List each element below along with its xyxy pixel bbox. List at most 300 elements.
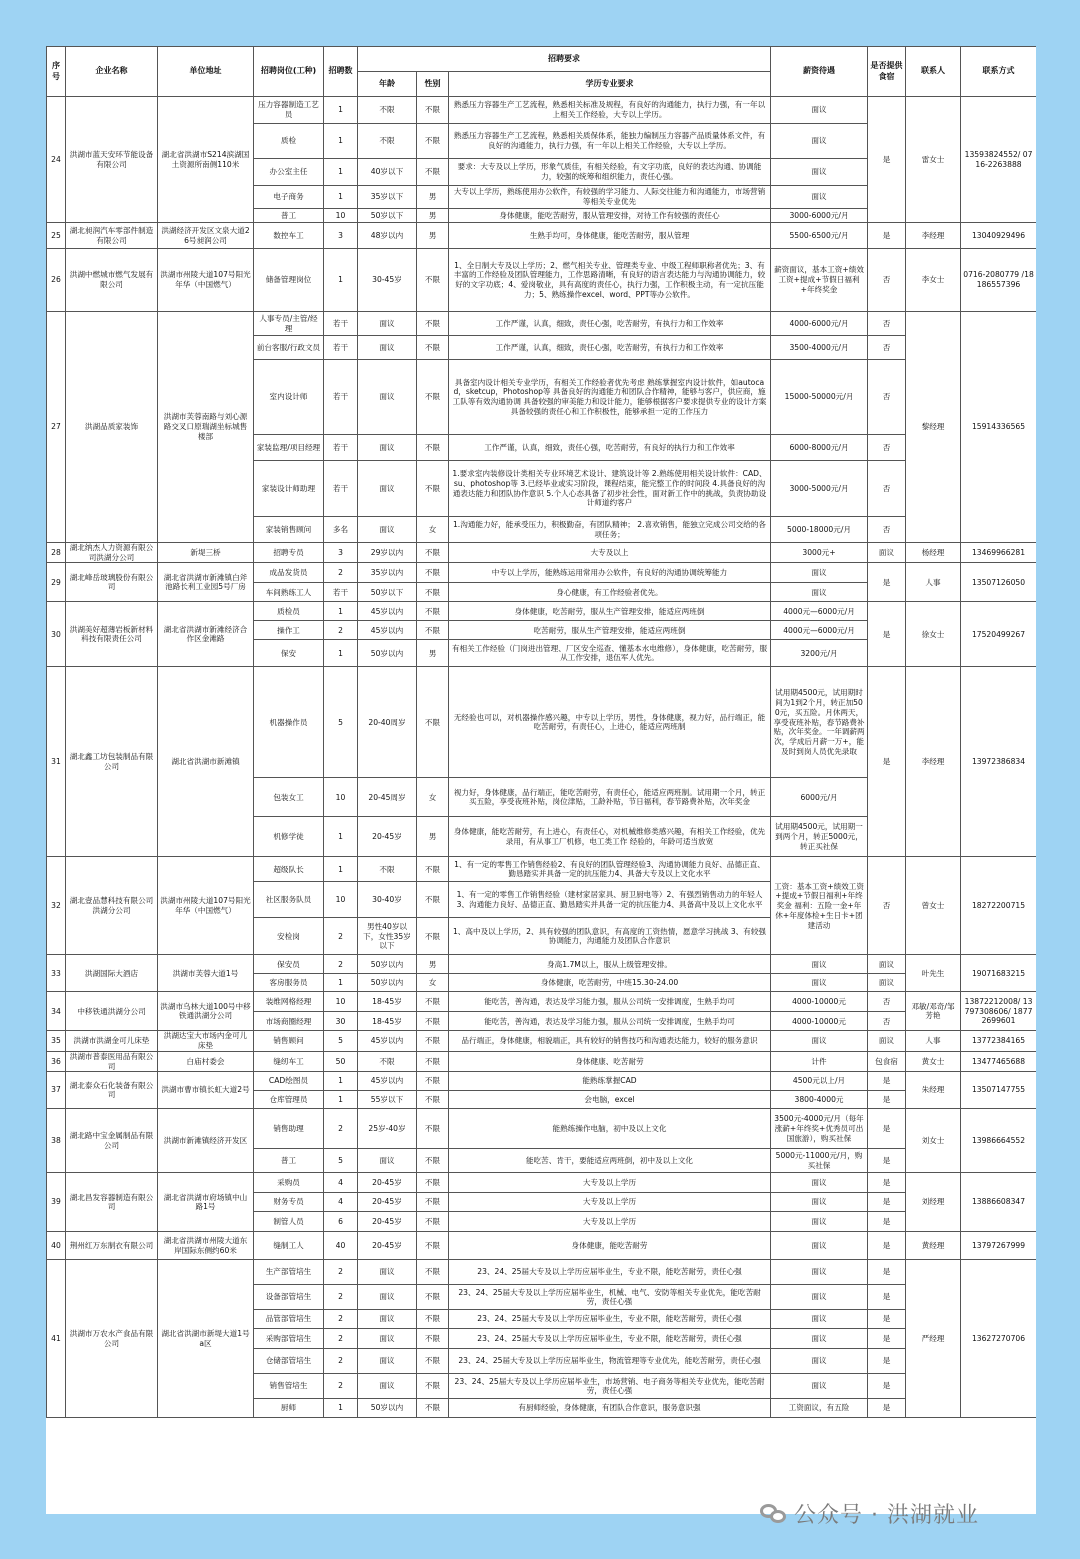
job-title: 采购部管培生 <box>254 1329 324 1349</box>
contact-phone: 19071683215 <box>961 955 1036 992</box>
job-requirements: 有厨师经验，身体健康，有团队合作意识，服务意识强 <box>449 1399 771 1418</box>
job-requirements: 身体健康，能吃苦耐劳，有上进心，有责任心，对机械维修类感兴趣，有相关工作经验，优先录用，有从事工厂机修，电工类工作 经验的，年龄可适当放宽 <box>449 817 771 857</box>
job-gender: 不限 <box>417 360 449 435</box>
job-gender: 女 <box>417 778 449 817</box>
job-salary: 面议 <box>771 1173 868 1193</box>
board-lodging: 否 <box>868 1012 906 1031</box>
job-age: 50岁以内 <box>358 1399 417 1418</box>
board-lodging: 包食宿 <box>868 1051 906 1071</box>
job-salary: 计件 <box>771 1051 868 1071</box>
watermark-text: 公众号 · 洪湖就业 <box>794 1502 979 1528</box>
job-title: 普工 <box>254 209 324 223</box>
contact-person: 人事 <box>906 1031 961 1051</box>
job-requirements: 具备室内设计相关专业学历，有相关工作经验者优先考虑 熟练掌握室内设计软件，如autocad，sketcup，Photoshop等 具备良好的沟通能力和团队合作精神，能够与客户，供应商，施工队等有效沟通协调 具备较强的审美能力和设计能力，能够根据客户要求提供专业的设计方案 具备较强的责任心和工作积极性，能够承担一定的工作压力 <box>449 360 771 435</box>
job-age: 面议 <box>358 1349 417 1374</box>
job-count: 若干 <box>324 336 358 360</box>
row-number: 32 <box>47 857 66 955</box>
job-count: 4 <box>324 1193 358 1212</box>
company-name: 湖北纳杰人力资源有限公司洪湖分公司 <box>66 543 158 563</box>
job-salary: 试用期4500元，试用期一到两个月，转正5000元，转正买社保 <box>771 817 868 857</box>
job-age: 男性40岁以下，女性35岁以下 <box>358 918 417 955</box>
company-address: 湖北省洪湖市新滩镇 <box>158 667 254 857</box>
job-salary: 面议 <box>771 583 868 602</box>
job-salary: 3000-6000元/月 <box>771 209 868 223</box>
job-salary: 15000-50000元/月 <box>771 360 868 435</box>
board-lodging: 否 <box>868 435 906 461</box>
contact-person: 徐女士 <box>906 602 961 667</box>
job-count: 1 <box>324 159 358 186</box>
contact-person: 叶先生 <box>906 955 961 992</box>
job-age: 不限 <box>358 97 417 124</box>
job-count: 5 <box>324 1149 358 1173</box>
job-title: 机器操作员 <box>254 667 324 778</box>
job-count: 3 <box>324 543 358 563</box>
job-count: 10 <box>324 992 358 1012</box>
job-salary: 面议 <box>771 974 868 992</box>
contact-phone: 0716-2080779 /18186557396 <box>961 249 1036 312</box>
job-title: 销售顾问 <box>254 1031 324 1051</box>
job-requirements: 生熟手均可，身体健康，能吃苦耐劳，服从管理 <box>449 223 771 249</box>
job-gender: 不限 <box>417 1012 449 1031</box>
contact-person: 李经理 <box>906 223 961 249</box>
job-gender: 不限 <box>417 249 449 312</box>
job-count: 1 <box>324 640 358 667</box>
job-title: 生产部管培生 <box>254 1260 324 1285</box>
board-lodging: 是 <box>868 1232 906 1260</box>
job-count: 2 <box>324 1349 358 1374</box>
job-requirements: 23、24、25届大专及以上学历应届毕业生，市场营销、电子商务等相关专业优先，能吃苦耐劳，责任心强 <box>449 1374 771 1399</box>
job-gender: 不限 <box>417 336 449 360</box>
job-salary: 3500-4000元/月 <box>771 336 868 360</box>
job-salary: 面议 <box>771 1285 868 1310</box>
job-age: 30-40岁 <box>358 882 417 918</box>
job-title: 客房服务员 <box>254 974 324 992</box>
contact-phone: 13469966281 <box>961 543 1036 563</box>
board-lodging: 否 <box>868 360 906 435</box>
company-address: 湖北省洪湖市新堤大道1号a区 <box>158 1260 254 1418</box>
job-age: 48岁以内 <box>358 223 417 249</box>
job-age: 50岁以下 <box>358 209 417 223</box>
job-salary: 6000元/月 <box>771 778 868 817</box>
job-requirements: 能吃苦、肯干，要能适应两班倒，初中及以上文化 <box>449 1149 771 1173</box>
board-lodging: 是 <box>868 1399 906 1418</box>
job-gender: 女 <box>417 974 449 992</box>
job-age: 45岁以内 <box>358 621 417 640</box>
company-name: 荆州红万东制衣有限公司 <box>66 1232 158 1260</box>
job-title: 普工 <box>254 1149 324 1173</box>
job-salary: 面议 <box>771 97 868 124</box>
job-age: 面议 <box>358 517 417 543</box>
job-requirements: 工作严谨，认真，细致，责任心强，吃苦耐劳，有执行力和工作效率 <box>449 336 771 360</box>
job-requirements: 吃苦耐劳，服从生产管理安排，能适应两班倒 <box>449 621 771 640</box>
contact-phone: 13986664552 <box>961 1109 1036 1173</box>
job-gender: 男 <box>417 186 449 209</box>
job-title: 安检岗 <box>254 918 324 955</box>
job-count: 1 <box>324 124 358 159</box>
board-lodging: 否 <box>868 312 906 336</box>
company-address: 白庙村委会 <box>158 1051 254 1071</box>
job-gender: 不限 <box>417 1232 449 1260</box>
job-salary: 4000-10000元 <box>771 992 868 1012</box>
job-count: 10 <box>324 209 358 223</box>
job-requirements: 熟悉压力容器生产工艺流程，熟悉相关标准及规程，有良好的沟通能力，执行力强，有一年以上相关工作经验，大专以上学历。 <box>449 97 771 124</box>
job-requirements: 身体健康、吃苦耐劳 <box>449 1051 771 1071</box>
company-name: 洪湖中燃城市燃气发展有限公司 <box>66 249 158 312</box>
header-requirements: 招聘要求 <box>358 47 771 72</box>
job-gender: 不限 <box>417 1072 449 1091</box>
board-lodging: 否 <box>868 249 906 312</box>
job-gender: 不限 <box>417 992 449 1012</box>
job-title: 室内设计师 <box>254 360 324 435</box>
header-edu: 学历专业要求 <box>449 72 771 97</box>
job-age: 20-45岁 <box>358 1173 417 1193</box>
company-name: 湖北泰众石化装备有限公司 <box>66 1072 158 1109</box>
recruitment-sheet <box>46 46 1036 1514</box>
job-age: 50岁以下 <box>358 583 417 602</box>
job-count: 5 <box>324 1031 358 1051</box>
table-row <box>47 312 1037 336</box>
job-age: 面议 <box>358 1310 417 1329</box>
job-count: 2 <box>324 955 358 974</box>
job-salary: 4500元以上/月 <box>771 1072 868 1091</box>
header-phone: 联系方式 <box>961 47 1036 97</box>
job-title: 保安员 <box>254 955 324 974</box>
job-gender: 不限 <box>417 543 449 563</box>
header-position: 招聘岗位(工种) <box>254 47 324 97</box>
contact-phone: 13886608347 <box>961 1173 1036 1232</box>
job-count: 1 <box>324 1399 358 1418</box>
job-age: 面议 <box>358 312 417 336</box>
table-row <box>47 1072 1037 1091</box>
company-address: 湖北省洪湖市府场镇中山路1号 <box>158 1173 254 1232</box>
job-title: 超级队长 <box>254 857 324 882</box>
job-count: 4 <box>324 1173 358 1193</box>
table-row <box>47 1109 1037 1149</box>
job-title: 质检 <box>254 124 324 159</box>
table-row <box>47 1051 1037 1071</box>
job-count: 2 <box>324 1285 358 1310</box>
job-gender: 不限 <box>417 312 449 336</box>
job-requirements: 工作严谨，认真，细致，责任心强，吃苦耐劳，有执行力和工作效率 <box>449 312 771 336</box>
board-lodging: 否 <box>868 992 906 1012</box>
job-salary: 工资：基本工资+绩效工资+提成+节假日福利+年终奖金 福利：五险一金+年休+年度体检+生日卡+团建活动 <box>771 857 868 955</box>
table-row <box>47 97 1037 124</box>
job-requirements: 有相关工作经验（门岗进出管理、厂区安全巡查、懂基本水电维修），身体健康，吃苦耐劳，服从工作安排，退伍军人优先。 <box>449 640 771 667</box>
job-count: 若干 <box>324 435 358 461</box>
job-salary: 4000元—6000元/月 <box>771 621 868 640</box>
job-count: 1 <box>324 97 358 124</box>
company-name: 洪湖市万农水产食品有限公司 <box>66 1260 158 1418</box>
table-row <box>47 955 1037 974</box>
job-gender: 不限 <box>417 602 449 621</box>
job-gender: 不限 <box>417 1374 449 1399</box>
job-salary: 面议 <box>771 1031 868 1051</box>
job-count: 6 <box>324 1212 358 1232</box>
header-age: 年龄 <box>358 72 417 97</box>
job-requirements: 要求：大专及以上学历，形象气质佳，有相关经验，有文字功底，良好的表达沟通、协调能力，较强的统筹和组织能力，责任心强。 <box>449 159 771 186</box>
contact-phone: 13772384165 <box>961 1031 1036 1051</box>
job-title: 采购员 <box>254 1173 324 1193</box>
board-lodging: 是 <box>868 1109 906 1149</box>
job-gender: 不限 <box>417 882 449 918</box>
job-age: 面议 <box>358 1285 417 1310</box>
company-address: 洪湖市乌林大道100号中移铁通洪湖分公司 <box>158 992 254 1031</box>
job-requirements: 23、24、25届大专及以上学历应届毕业生，专业不限，能吃苦耐劳，责任心强 <box>449 1260 771 1285</box>
job-age: 45岁以内 <box>358 602 417 621</box>
job-salary: 面议 <box>771 1349 868 1374</box>
job-age: 35岁以内 <box>358 563 417 583</box>
contact-phone: 18272200715 <box>961 857 1036 955</box>
job-gender: 不限 <box>417 97 449 124</box>
job-age: 55岁以下 <box>358 1091 417 1109</box>
table-row <box>47 667 1037 778</box>
row-number: 35 <box>47 1031 66 1051</box>
job-count: 2 <box>324 918 358 955</box>
job-salary: 面议 <box>771 1374 868 1399</box>
watermark <box>760 1498 979 1528</box>
job-gender: 男 <box>417 209 449 223</box>
job-age: 35岁以下 <box>358 186 417 209</box>
job-age: 18-45岁 <box>358 1012 417 1031</box>
header-company: 企业名称 <box>66 47 158 97</box>
job-title: 缝制工人 <box>254 1232 324 1260</box>
job-age: 面议 <box>358 461 417 517</box>
job-gender: 女 <box>417 517 449 543</box>
job-gender: 不限 <box>417 1399 449 1418</box>
job-count: 2 <box>324 1109 358 1149</box>
company-address: 湖北省洪湖市新滩经济合作区金滩路 <box>158 602 254 667</box>
contact-person: 杨经理 <box>906 543 961 563</box>
row-number: 31 <box>47 667 66 857</box>
company-address: 洪湖市曹市镇长虹大道2号 <box>158 1072 254 1109</box>
job-count: 30 <box>324 1012 358 1031</box>
board-lodging: 是 <box>868 1149 906 1173</box>
job-age: 20-40周岁 <box>358 667 417 778</box>
job-requirements: 身高1.7M以上，服从上级管理安排。 <box>449 955 771 974</box>
job-count: 10 <box>324 882 358 918</box>
job-gender: 不限 <box>417 583 449 602</box>
board-lodging: 是 <box>868 1173 906 1193</box>
job-requirements: 大专以上学历，熟练使用办公软件，有较强的学习能力、人际交往能力和沟通能力，市场营销等相关专业优先 <box>449 186 771 209</box>
row-number: 37 <box>47 1072 66 1109</box>
job-gender: 不限 <box>417 435 449 461</box>
company-name: 湖北昌发容器制造有限公司 <box>66 1173 158 1232</box>
job-salary: 4000元—6000元/月 <box>771 602 868 621</box>
job-count: 1 <box>324 249 358 312</box>
company-address: 洪湖达宝大市场内金可儿床垫 <box>158 1031 254 1051</box>
contact-phone: 13627270706 <box>961 1260 1036 1418</box>
job-age: 45岁以内 <box>358 1072 417 1091</box>
job-title: 仓库管理员 <box>254 1091 324 1109</box>
job-gender: 不限 <box>417 1109 449 1149</box>
job-requirements: 品行端正，身体健康，相貌端正，具有较好的销售技巧和沟通表达能力，较好的服务意识 <box>449 1031 771 1051</box>
job-title: 销售管培生 <box>254 1374 324 1399</box>
contact-person: 刘女士 <box>906 1109 961 1173</box>
table-row <box>47 249 1037 312</box>
job-gender: 不限 <box>417 1329 449 1349</box>
job-count: 2 <box>324 563 358 583</box>
job-gender: 不限 <box>417 1149 449 1173</box>
contact-person: 李女士 <box>906 249 961 312</box>
table-row <box>47 1173 1037 1193</box>
job-title: 家装设计师助理 <box>254 461 324 517</box>
job-age: 18-45岁 <box>358 992 417 1012</box>
job-title: 前台客服/行政文员 <box>254 336 324 360</box>
job-requirements: 身体健康，吃苦耐劳，服从生产管理安排，能适应两班倒 <box>449 602 771 621</box>
job-salary: 3000元+ <box>771 543 868 563</box>
job-salary: 3200元/月 <box>771 640 868 667</box>
contact-person: 黎经理 <box>906 312 961 543</box>
header-contact: 联系人 <box>906 47 961 97</box>
job-age: 不限 <box>358 857 417 882</box>
job-title: 车间熟练工人 <box>254 583 324 602</box>
job-count: 2 <box>324 1374 358 1399</box>
company-name: 洪湖国际大酒店 <box>66 955 158 992</box>
job-salary: 面议 <box>771 1212 868 1232</box>
row-number: 29 <box>47 563 66 602</box>
job-count: 50 <box>324 1051 358 1071</box>
job-requirements: 23、24、25届大专及以上学历应届毕业生，专业不限，能吃苦耐劳，责任心强 <box>449 1329 771 1349</box>
job-title: 设备部管培生 <box>254 1285 324 1310</box>
job-requirements: 23、24、25届大专及以上学历应届毕业生，机械、电气、安防等相关专业优先，能吃苦耐劳，责任心强 <box>449 1285 771 1310</box>
job-count: 1 <box>324 602 358 621</box>
board-lodging: 面议 <box>868 974 906 992</box>
job-age: 面议 <box>358 360 417 435</box>
job-age: 30-45岁 <box>358 249 417 312</box>
row-number: 28 <box>47 543 66 563</box>
job-count: 多名 <box>324 517 358 543</box>
job-count: 1 <box>324 186 358 209</box>
contact-person: 黄经理 <box>906 1232 961 1260</box>
job-title: 品管部管培生 <box>254 1310 324 1329</box>
board-lodging: 是 <box>868 1091 906 1109</box>
table-row <box>47 602 1037 621</box>
contact-person: 黄女士 <box>906 1051 961 1071</box>
header-address: 单位地址 <box>158 47 254 97</box>
job-gender: 不限 <box>417 159 449 186</box>
row-number: 27 <box>47 312 66 543</box>
job-salary: 面议 <box>771 955 868 974</box>
job-requirements: 无经验也可以，对机器操作感兴趣，中专以上学历，男性，身体健康，视力好，品行端正，能吃苦耐劳，有责任心，上进心，能适应两班制 <box>449 667 771 778</box>
header-no: 序号 <box>47 47 66 97</box>
job-salary: 面议 <box>771 1232 868 1260</box>
row-number: 41 <box>47 1260 66 1418</box>
header-count: 招聘数 <box>324 47 358 97</box>
board-lodging: 是 <box>868 97 906 223</box>
job-gender: 不限 <box>417 1285 449 1310</box>
job-title: 社区服务队员 <box>254 882 324 918</box>
job-requirements: 1、有一定的零售工作销售经验2、有良好的团队管理经验3、沟通协调能力良好、品德正直、勤恳踏实并具备一定的抗压能力4、具备大专及以上文化水平 <box>449 857 771 882</box>
board-lodging: 是 <box>868 1072 906 1091</box>
header-board: 是否提供食宿 <box>868 47 906 97</box>
job-age: 面议 <box>358 435 417 461</box>
job-salary: 6000-8000元/月 <box>771 435 868 461</box>
board-lodging: 是 <box>868 602 906 667</box>
board-lodging: 是 <box>868 1193 906 1212</box>
company-address: 新堤三桥 <box>158 543 254 563</box>
job-age: 20-45岁 <box>358 817 417 857</box>
header-salary: 薪资待遇 <box>771 47 868 97</box>
job-title: 家装销售顾问 <box>254 517 324 543</box>
board-lodging: 是 <box>868 1329 906 1349</box>
company-name: 洪湖美好超薄岩板新材料科技有限责任公司 <box>66 602 158 667</box>
job-requirements: 工作严谨，认真，细致，责任心强，吃苦耐劳，有良好的执行力和工作效率 <box>449 435 771 461</box>
wechat-icon <box>760 1502 788 1524</box>
job-title: 人事专员/主管/经理 <box>254 312 324 336</box>
row-number: 40 <box>47 1232 66 1260</box>
contact-phone: 13797267999 <box>961 1232 1036 1260</box>
job-count: 1 <box>324 857 358 882</box>
company-address: 湖北省洪湖市S214滨湖国土资源所南侧110米 <box>158 97 254 223</box>
job-title: 财务专员 <box>254 1193 324 1212</box>
job-requirements: 大专及以上 <box>449 543 771 563</box>
board-lodging: 是 <box>868 1349 906 1374</box>
job-salary: 面议 <box>771 1329 868 1349</box>
contact-person: 人事 <box>906 563 961 602</box>
board-lodging: 是 <box>868 223 906 249</box>
job-count: 若干 <box>324 583 358 602</box>
board-lodging: 是 <box>868 1285 906 1310</box>
table-row <box>47 223 1037 249</box>
job-gender: 不限 <box>417 1091 449 1109</box>
job-count: 40 <box>324 1232 358 1260</box>
job-salary: 3800-4000元 <box>771 1091 868 1109</box>
job-title: 制管人员 <box>254 1212 324 1232</box>
job-count: 2 <box>324 1260 358 1285</box>
job-title: 数控车工 <box>254 223 324 249</box>
job-requirements: 能吃苦，善沟通，表达及学习能力强，服从公司统一安排调度，生熟手均可 <box>449 992 771 1012</box>
job-salary: 面议 <box>771 1310 868 1329</box>
job-count: 10 <box>324 778 358 817</box>
job-gender: 不限 <box>417 918 449 955</box>
job-requirements: 身体健康，能吃苦耐劳，服从管理安排，对待工作有较强的责任心 <box>449 209 771 223</box>
job-gender: 不限 <box>417 1051 449 1071</box>
job-title: 装维网格经理 <box>254 992 324 1012</box>
board-lodging: 是 <box>868 1374 906 1399</box>
row-number: 36 <box>47 1051 66 1071</box>
job-salary: 面议 <box>771 563 868 583</box>
job-age: 50岁以内 <box>358 640 417 667</box>
board-lodging: 是 <box>868 563 906 602</box>
contact-person: 严经理 <box>906 1260 961 1418</box>
job-gender: 不限 <box>417 621 449 640</box>
job-requirements: 1、有一定的零售工作销售经验（建材家居家具、厨卫厨电等）2、有强烈销售动力的年轻人3、沟通能力良好、品德正直、勤恳踏实并具备一定的抗压能力4、具备高中及以上文化水平 <box>449 882 771 918</box>
job-title: 机修学徒 <box>254 817 324 857</box>
contact-phone: 15914336565 <box>961 312 1036 543</box>
job-salary: 5000元-11000元/月，购买社保 <box>771 1149 868 1173</box>
job-age: 面议 <box>358 1329 417 1349</box>
job-gender: 不限 <box>417 563 449 583</box>
table-row <box>47 1260 1037 1285</box>
company-address: 洪湖市州陵大道107号阳光年华（中国燃气） <box>158 857 254 955</box>
board-lodging: 否 <box>868 336 906 360</box>
job-gender: 不限 <box>417 857 449 882</box>
board-lodging: 否 <box>868 857 906 955</box>
company-name: 湖北壹品慧科技有限公司洪湖分公司 <box>66 857 158 955</box>
company-name: 洪湖市普泰医用品有限公司 <box>66 1051 158 1071</box>
job-requirements: 身心健康，有工作经验者优先。 <box>449 583 771 602</box>
contact-phone: 13507126050 <box>961 563 1036 602</box>
job-title: 销售助理 <box>254 1109 324 1149</box>
row-number: 25 <box>47 223 66 249</box>
job-salary: 面议 <box>771 159 868 186</box>
row-number: 24 <box>47 97 66 223</box>
job-count: 1 <box>324 974 358 992</box>
job-gender: 不限 <box>417 1173 449 1193</box>
contact-phone: 13477465688 <box>961 1051 1036 1071</box>
board-lodging: 面议 <box>868 1031 906 1051</box>
job-age: 20-45岁 <box>358 1193 417 1212</box>
